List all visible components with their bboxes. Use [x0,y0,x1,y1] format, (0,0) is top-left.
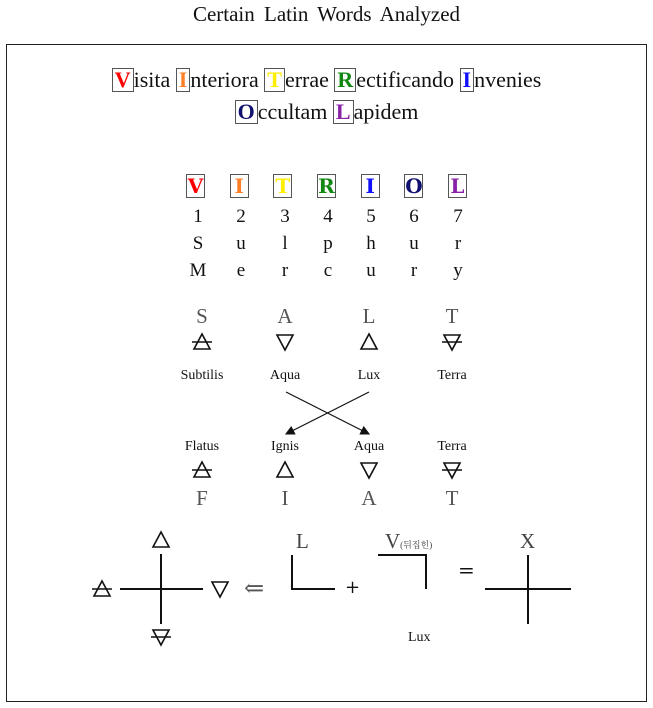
phrase-initial: L [333,100,354,124]
sulphur-letter: u [236,233,246,254]
phrase-word-rest: nvenies [474,67,542,92]
mercury-letter: e [236,260,246,281]
fiat-letter: I [281,486,289,510]
equals-sign: = [458,558,475,582]
phrase-initial: I [460,68,475,92]
v-letter: V [385,529,401,553]
mercury-letter: r [281,260,289,281]
acronym-letter: R [318,174,335,198]
cross-top-fire-icon [151,530,171,550]
fiat-label: Aqua [353,439,385,454]
acronym-number: 3 [280,206,290,227]
acronym-number: 2 [236,206,246,227]
phrase-initial: R [334,68,356,92]
sulphur-letter: l [282,233,288,254]
lux-label: Lux [408,630,431,645]
phrase-word-rest: ccultam [257,99,328,124]
phrase-initial: O [235,100,258,124]
phrase-word-rest: errae [284,67,329,92]
sulphur-letter: S [192,233,204,254]
l-letter: L [296,529,309,553]
cross-bottom-earth-icon [151,627,171,647]
implied-by-arrow: ⇐ [244,574,265,602]
fiat-label: Ignis [271,439,299,454]
phrase-initial: T [264,68,285,92]
acronym-letter: O [405,174,423,198]
salt-label: Terra [437,368,467,383]
sulphur-letter: u [409,233,419,254]
sulphur-letter: r [454,233,462,254]
phrase-word-rest: ectificando [356,67,455,92]
phrase-initial: V [112,68,134,92]
inverted-l-shape [378,555,426,589]
acronym-number: 4 [323,206,333,227]
mercury-letter: c [323,260,333,281]
page-title: Certain Latin Words Analyzed [192,2,461,26]
salt-letter: T [445,304,459,328]
acronym-letter: V [187,174,204,198]
sulphur-letter: h [366,233,376,254]
mercury-letter: r [410,260,418,281]
x-letter: X [520,529,536,553]
acronym-number: 7 [453,206,463,227]
salt-letter: S [196,304,208,328]
phrase-word-rest: nteriora [190,67,259,92]
acronym-letter: I [361,174,380,198]
cross-left-air-icon [92,579,112,599]
salt-letter: A [277,304,293,328]
salt-letter: L [362,304,376,328]
acronym-letter: L [448,174,467,198]
acronym-number: 5 [366,206,376,227]
v-note: (뒤집힌) [400,540,433,550]
acronym-number: 1 [193,206,203,227]
mercury-letter: M [189,260,207,281]
v-label [385,529,432,554]
l-shape [292,555,335,589]
fiat-letter: A [361,486,377,510]
salt-label: Lux [357,368,381,383]
phrase-word-rest: isita [133,67,171,92]
mercury-letter: y [453,260,463,281]
salt-label: Aqua [269,368,301,383]
fiat-label: Flatus [184,439,220,454]
cross-right-water-icon [210,579,230,599]
plus-sign: + [345,577,361,598]
sulphur-letter: p [323,233,333,254]
acronym-letter: T [273,174,292,198]
acronym-letter: I [230,174,249,198]
phrase-initial: I [176,68,191,92]
salt-label: Subtilis [180,368,224,383]
fiat-letter: F [196,486,208,510]
fiat-letter: T [445,486,459,510]
mercury-letter: u [366,260,376,281]
phrase-word-rest: apidem [353,99,419,124]
fiat-label: Terra [437,439,467,454]
acronym-number: 6 [409,206,419,227]
